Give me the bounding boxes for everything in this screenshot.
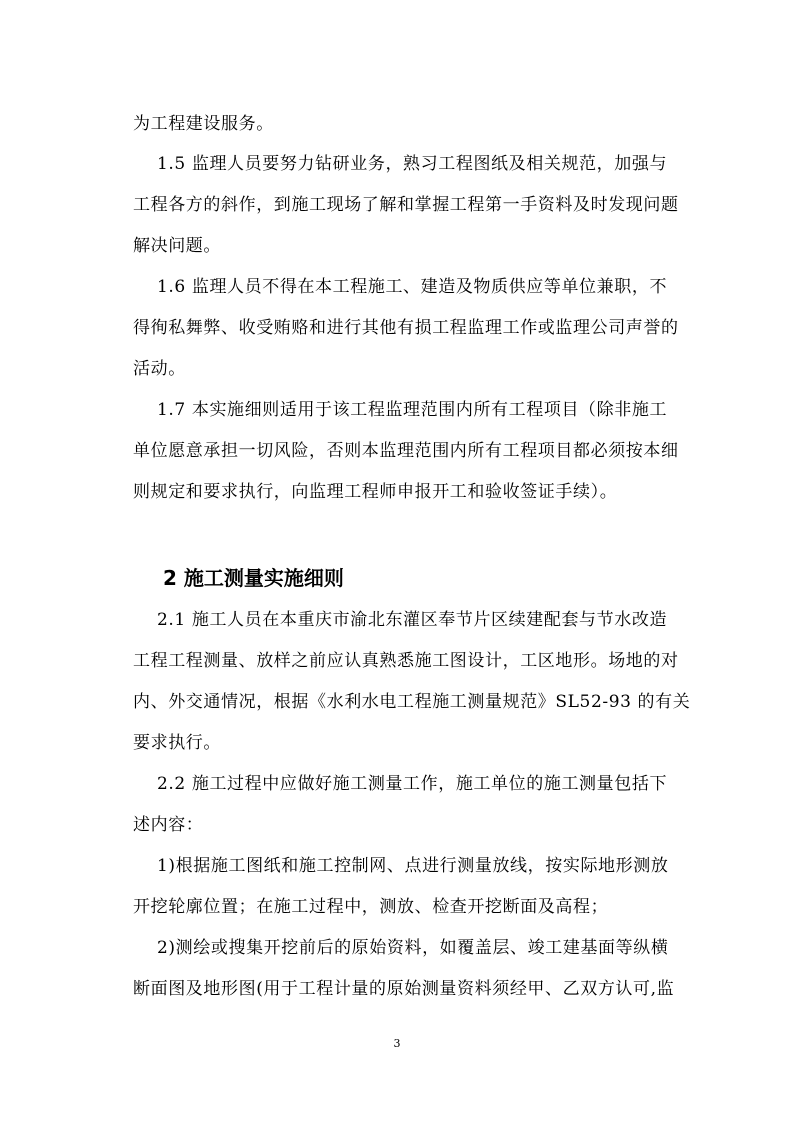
paragraph-line: 述内容： xyxy=(133,815,204,835)
paragraph-line: 1.6 监理人员不得在本工程施工、建造及物质供应等单位兼职，不 xyxy=(133,277,668,297)
paragraph-line: 工程各方的斜作，到施工现场了解和掌握工程第一手资料及时发现问题 xyxy=(133,195,679,215)
paragraph-line: 2)测绘或搜集开挖前后的原始资料，如覆盖层、竣工建基面等纵横 xyxy=(133,938,669,958)
paragraph-line: 1.5 监理人员要努力钻研业务，熟习工程图纸及相关规范，加强与 xyxy=(133,154,668,174)
paragraph-line: 得徇私舞弊、收受贿赂和进行其他有损工程监理工作或监理公司声誉的 xyxy=(133,318,679,338)
paragraph-line: 工程工程测量、放样之前应认真熟悉施工图设计，工区地形。场地的对 xyxy=(133,651,679,671)
page-number: 3 xyxy=(393,1037,401,1050)
paragraph-line: 活动。 xyxy=(133,359,186,379)
paragraph-line: 解决问题。 xyxy=(133,236,221,256)
paragraph-line: 2.2 施工过程中应做好施工测量工作，施工单位的施工测量包括下 xyxy=(133,774,668,794)
paragraph-line: 单位愿意承担一切风险，否则本监理范围内所有工程项目都必须按本细 xyxy=(133,441,679,461)
paragraph-line: 1)根据施工图纸和施工控制网、点进行测量放线，按实际地形测放 xyxy=(133,856,669,876)
paragraph-line: 要求执行。 xyxy=(133,733,221,753)
paragraph-line: 为工程建设服务。 xyxy=(133,114,274,134)
paragraph-line: 断面图及地形图(用于工程计量的原始测量资料须经甲、乙双方认可,监 xyxy=(133,979,675,999)
paragraph-line: 则规定和要求执行，向监理工程师申报开工和验收签证手续）。 xyxy=(133,482,618,502)
paragraph-line: 1.7 本实施细则适用于该工程监理范围内所有工程项目（除非施工 xyxy=(133,400,668,420)
paragraph-line: 内、外交通情况，根据《水利水电工程施工测量规范》SL52-93 的有关 xyxy=(133,692,691,712)
paragraph-line: 开挖轮廓位置；在施工过程中，测放、检查开挖断面及高程； xyxy=(133,897,609,917)
section-heading: 2 施工测量实施细则 xyxy=(163,566,344,590)
paragraph-line: 2.1 施工人员在本重庆市渝北东灌区奉节片区续建配套与节水改造 xyxy=(133,610,668,630)
